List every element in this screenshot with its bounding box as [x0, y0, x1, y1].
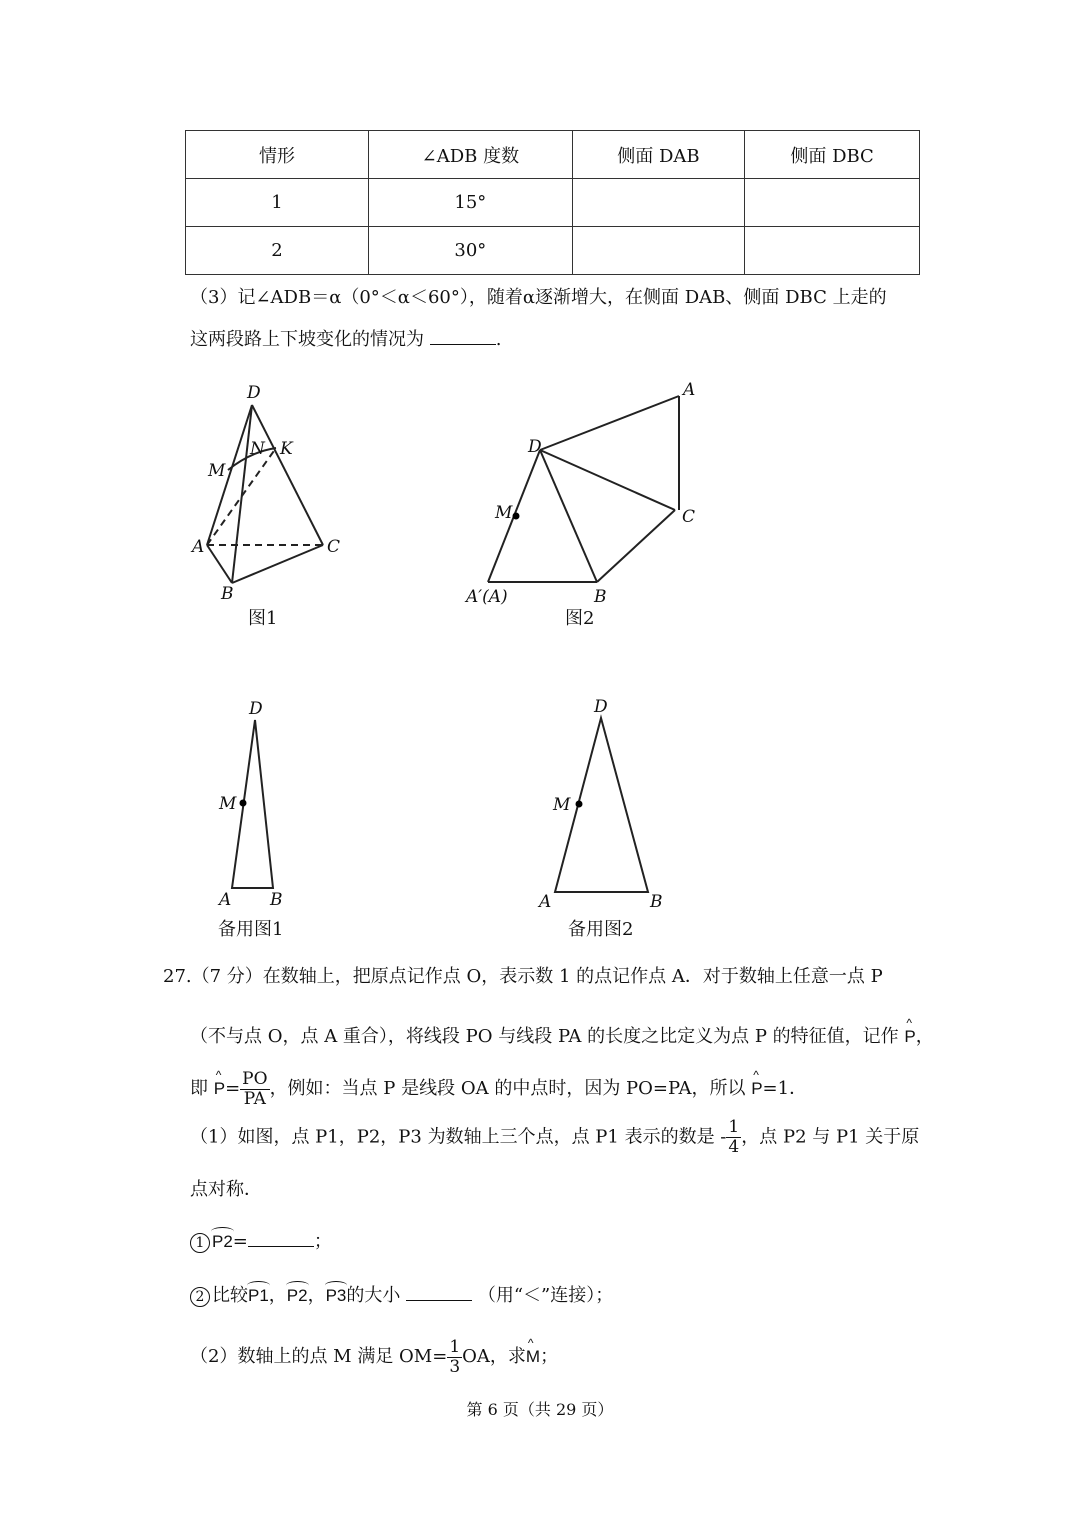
label-m: M: [495, 503, 513, 523]
figure-caption: 备用图2: [568, 919, 634, 940]
q27-line2-end: ，: [915, 1026, 934, 1047]
table-header: 侧面 DAB: [572, 131, 745, 179]
q27-line3-end: =1．: [762, 1078, 808, 1099]
figure-caption: 图2: [565, 608, 595, 629]
q27-line2-text: （不与点 O，点 A 重合），将线段 PO 与线段 PA 的长度之比定义为点 P 的特征值，记作: [190, 1026, 899, 1047]
equals-sign: =: [232, 1231, 248, 1252]
q27-sub2-text: （2）数轴上的点 M 满足 OM=: [190, 1346, 448, 1367]
table-cell: 30°: [369, 227, 573, 275]
label-c: C: [682, 507, 696, 527]
spare-figure-1: [232, 720, 273, 888]
m-hat-symbol: ^ M: [526, 1332, 540, 1376]
label-d: D: [594, 697, 608, 717]
label-a-prime: A′(A): [466, 587, 508, 607]
p2-arc-symbol: P2: [287, 1278, 308, 1308]
q27-line3: [190, 1064, 807, 1109]
label-b: B: [650, 892, 663, 912]
q27-sub2-text-mid: OA，求: [462, 1346, 526, 1367]
table-cell: 15°: [369, 179, 573, 227]
label-d: D: [249, 699, 263, 719]
answer-blank: [430, 328, 496, 345]
table-cell: 1: [186, 179, 369, 227]
p-hat-symbol: ^ P: [214, 1064, 225, 1108]
q27-item1: [190, 1224, 332, 1254]
q27-line1: 27.（7 分）在数轴上，把原点记作点 O，表示数 1 的点记作点 A．对于数轴上任意一点 P: [163, 966, 883, 987]
table-cell: [745, 227, 920, 275]
label-m: M: [219, 794, 237, 814]
figures-svg: [0, 370, 1080, 950]
equals-sign: =: [225, 1078, 241, 1099]
p1-arc-symbol: P1: [248, 1278, 269, 1308]
circled-number: 1: [190, 1233, 210, 1253]
fraction-denominator: PA: [243, 1088, 266, 1109]
q27-line2: [190, 1019, 934, 1049]
label-a: A: [683, 380, 696, 400]
p2-arc-symbol: P2: [212, 1224, 233, 1254]
table-row: [186, 179, 920, 227]
q27-sub2: [190, 1332, 558, 1377]
answer-blank: [248, 1230, 314, 1247]
p-hat-symbol: ^ P: [904, 1019, 915, 1049]
item-end: ；: [313, 1231, 332, 1252]
fraction-denominator: 4: [728, 1137, 740, 1157]
q3-line2: [190, 328, 501, 352]
point-m-dot: [513, 513, 520, 520]
table-cell: [572, 227, 745, 275]
q27-line3-prefix: 即: [190, 1078, 208, 1099]
q3-end: .: [495, 329, 502, 350]
item2-text: 比较: [212, 1285, 248, 1306]
table-header-row: [186, 131, 920, 179]
label-b: B: [270, 890, 283, 910]
label-m: M: [208, 461, 226, 481]
label-a: A: [192, 537, 205, 557]
q27-sub1-text-end: ，点 P2 与 P1 关于原: [741, 1126, 920, 1148]
page-footer: 第 6 页（共 29 页）: [466, 1400, 614, 1419]
table-cell: 2: [186, 227, 369, 275]
q27-line3-text: ，例如：当点 P 是线段 OA 的中点时，因为 PO=PA，所以: [269, 1078, 746, 1099]
label-a: A: [219, 890, 232, 910]
separator: ，: [268, 1285, 287, 1306]
table-header: ∠ADB 度数: [369, 131, 573, 179]
figure-caption: 备用图1: [218, 919, 284, 940]
fraction-po-pa: [240, 1070, 269, 1109]
label-d: D: [247, 383, 261, 403]
p-hat-symbol: ^ P: [751, 1064, 762, 1108]
figure-2-unfolded: [488, 396, 679, 582]
table-header: 侧面 DBC: [745, 131, 920, 179]
q27-sub1-line2: 点对称．: [190, 1179, 262, 1200]
table-header: 情形: [186, 131, 369, 179]
q3-line2-text: 这两段路上下坡变化的情况为: [190, 329, 424, 350]
q27-sub2-end: ；: [540, 1346, 559, 1367]
q27-sub1-text: （1）如图，点 P1，P2，P3 为数轴上三个点，点 P1 表示的数是 -: [190, 1126, 727, 1148]
table-cell: [572, 179, 745, 227]
label-c: C: [327, 537, 341, 557]
fraction-numerator: PO: [242, 1068, 268, 1089]
label-d: D: [528, 437, 542, 457]
q27-sub1-line: [190, 1118, 919, 1157]
label-n: N: [250, 439, 265, 459]
q3-line1: （3）记∠ADB＝α（0°＜α＜60°），随着α逐渐增大，在侧面 DAB、侧面 DBC 上走的: [190, 287, 887, 308]
table-cell: [745, 179, 920, 227]
answer-blank: [406, 1284, 472, 1301]
circled-number: 2: [190, 1287, 210, 1307]
point-m-dot: [576, 801, 583, 808]
fraction-one-quarter: [726, 1118, 741, 1157]
label-m: M: [553, 795, 571, 815]
item2-text-end: （用“＜”连接）；: [477, 1285, 614, 1306]
figure-caption: 图1: [248, 608, 278, 629]
fraction-denominator: 3: [449, 1356, 461, 1377]
point-m-dot: [240, 800, 247, 807]
figure-1-tetrahedron: [207, 405, 323, 583]
table-row: [186, 227, 920, 275]
q27-item2: [190, 1278, 613, 1308]
item2-text-mid: 的大小: [346, 1285, 401, 1306]
fraction-numerator: 1: [728, 1117, 740, 1137]
fraction-numerator: 1: [449, 1336, 461, 1357]
label-a: A: [539, 892, 552, 912]
fraction-one-third: [447, 1338, 462, 1377]
angle-table: [185, 130, 920, 275]
label-b: B: [221, 584, 234, 604]
separator: ，: [307, 1285, 326, 1306]
label-b: B: [594, 587, 607, 607]
label-k: K: [280, 439, 293, 459]
p3-arc-symbol: P3: [326, 1278, 347, 1308]
